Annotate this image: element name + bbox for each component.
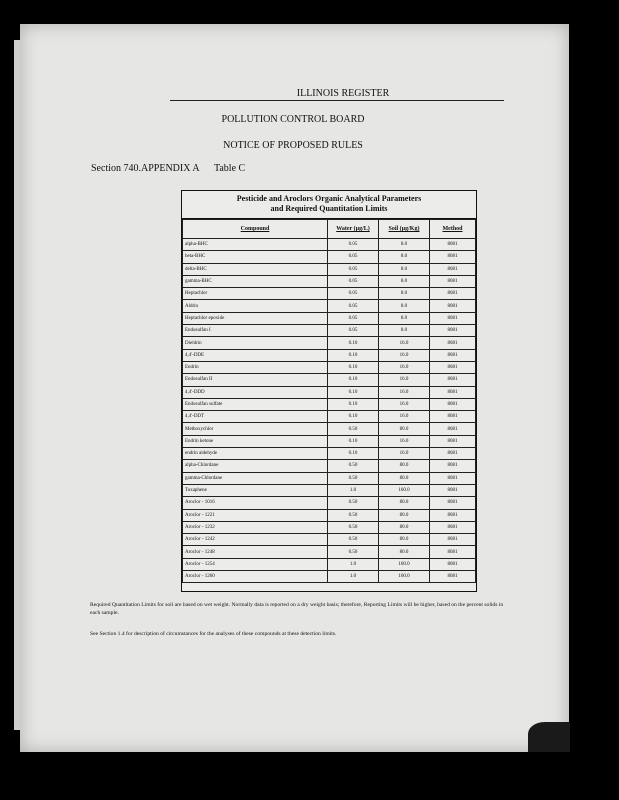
cell-method: 8081 <box>430 460 476 472</box>
cell-soil: 80.0 <box>379 546 430 558</box>
table-row <box>183 300 476 312</box>
cell-soil: 80.0 <box>379 534 430 546</box>
cell-compound: Aroclor - 1254 <box>183 558 328 570</box>
table-title-line2: and Required Quantitation Limits <box>270 204 388 213</box>
cell-soil: 8.0 <box>379 251 430 263</box>
table-row <box>183 534 476 546</box>
table-row <box>183 521 476 533</box>
table-header-row <box>183 220 476 239</box>
table-row <box>183 251 476 263</box>
cell-method: 8081 <box>430 521 476 533</box>
cell-method: 8081 <box>430 398 476 410</box>
cell-compound: Methoxychlor <box>183 423 328 435</box>
cell-compound: Endosulfan II <box>183 374 328 386</box>
cell-compound: Aroclor - 1221 <box>183 509 328 521</box>
cell-compound: Aroclor - 1260 <box>183 571 328 583</box>
table-row <box>183 484 476 496</box>
header-rule <box>170 100 504 101</box>
cell-soil: 8.0 <box>379 312 430 324</box>
cell-compound: Endrin <box>183 361 328 373</box>
cell-soil: 8.0 <box>379 239 430 251</box>
cell-soil: 8.0 <box>379 325 430 337</box>
cell-soil: 16.0 <box>379 448 430 460</box>
cell-method: 8081 <box>430 546 476 558</box>
table-body <box>183 239 476 583</box>
cell-water: 1.0 <box>328 558 379 570</box>
cell-method: 8081 <box>430 325 476 337</box>
cell-compound: Heptachlor <box>183 288 328 300</box>
cell-water: 0.50 <box>328 497 379 509</box>
cell-method: 8081 <box>430 534 476 546</box>
cell-soil: 160.0 <box>379 571 430 583</box>
cell-method: 8081 <box>430 312 476 324</box>
cell-soil: 16.0 <box>379 337 430 349</box>
cell-water: 0.50 <box>328 460 379 472</box>
cell-soil: 80.0 <box>379 497 430 509</box>
cell-method: 8081 <box>430 571 476 583</box>
cell-method: 8081 <box>430 386 476 398</box>
cell-compound: 4,4'-DDD <box>183 386 328 398</box>
cell-compound: Aroclor - 1248 <box>183 546 328 558</box>
cell-compound: Toxaphene <box>183 484 328 496</box>
table-row <box>183 337 476 349</box>
cell-method: 8081 <box>430 349 476 361</box>
cell-method: 8081 <box>430 435 476 447</box>
cell-water: 0.10 <box>328 448 379 460</box>
table-row <box>183 263 476 275</box>
cell-water: 0.50 <box>328 509 379 521</box>
cell-water: 0.10 <box>328 337 379 349</box>
section-number: Section 740.APPENDIX A <box>91 163 200 174</box>
cell-soil: 16.0 <box>379 398 430 410</box>
table-row <box>183 288 476 300</box>
cell-water: 0.50 <box>328 423 379 435</box>
cell-compound: alpha-Chlordane <box>183 460 328 472</box>
cell-water: 0.10 <box>328 349 379 361</box>
cell-compound: Aroclor - 1016 <box>183 497 328 509</box>
table-row <box>183 558 476 570</box>
cell-compound: delta-BHC <box>183 263 328 275</box>
cell-water: 0.05 <box>328 288 379 300</box>
cell-soil: 80.0 <box>379 423 430 435</box>
cell-soil: 160.0 <box>379 484 430 496</box>
cell-method: 8081 <box>430 275 476 287</box>
table-row <box>183 460 476 472</box>
note-quantitation: Required Quantitation Limits for soil are based on wet weight. Normally data is reported on a dry weight basis; therefore, Reporting Limits will be higher, based on the percent solids in each sample. <box>90 602 504 616</box>
column-header-water: Water (µg/L) <box>328 220 379 239</box>
cell-compound: gamma-BHC <box>183 275 328 287</box>
cell-compound: 4,4'-DDT <box>183 411 328 423</box>
cell-method: 8081 <box>430 448 476 460</box>
table-row <box>183 398 476 410</box>
cell-water: 0.05 <box>328 239 379 251</box>
register-title: ILLINOIS REGISTER <box>296 88 390 99</box>
table-title <box>182 191 476 219</box>
notice-title: NOTICE OF PROPOSED RULES <box>223 140 363 151</box>
cell-soil: 8.0 <box>379 300 430 312</box>
table-row <box>183 497 476 509</box>
cell-water: 0.05 <box>328 300 379 312</box>
cell-compound: Dieldrin <box>183 337 328 349</box>
cell-water: 0.10 <box>328 435 379 447</box>
table-row <box>183 239 476 251</box>
cell-method: 8081 <box>430 300 476 312</box>
cell-water: 0.05 <box>328 263 379 275</box>
cell-method: 8081 <box>430 288 476 300</box>
table-row <box>183 509 476 521</box>
cell-water: 0.50 <box>328 534 379 546</box>
table-row <box>183 411 476 423</box>
cell-method: 8081 <box>430 337 476 349</box>
column-header-method: Method <box>430 220 476 239</box>
cell-soil: 8.0 <box>379 275 430 287</box>
table-reference: Table C <box>213 163 246 174</box>
cell-method: 8081 <box>430 484 476 496</box>
column-header-compound: Compound <box>183 220 328 239</box>
cell-soil: 16.0 <box>379 349 430 361</box>
cell-soil: 16.0 <box>379 374 430 386</box>
column-header-soil: Soil (µg/Kg) <box>379 220 430 239</box>
cell-water: 0.05 <box>328 312 379 324</box>
cell-soil: 80.0 <box>379 509 430 521</box>
cell-water: 0.05 <box>328 251 379 263</box>
cell-water: 0.50 <box>328 521 379 533</box>
cell-compound: Endosulfan sulfate <box>183 398 328 410</box>
cell-water: 1.0 <box>328 571 379 583</box>
cell-method: 8081 <box>430 509 476 521</box>
cell-method: 8081 <box>430 251 476 263</box>
cell-compound: endrin aldehyde <box>183 448 328 460</box>
cell-compound: Aldrin <box>183 300 328 312</box>
cell-method: 8081 <box>430 558 476 570</box>
cell-method: 8081 <box>430 411 476 423</box>
table-row <box>183 435 476 447</box>
note-section-reference: See Section 1.4 for description of circumstances for the analyses of these compounds at these detection limits. <box>90 631 337 637</box>
table-row <box>183 472 476 484</box>
cell-soil: 8.0 <box>379 263 430 275</box>
cell-soil: 16.0 <box>379 386 430 398</box>
cell-soil: 16.0 <box>379 411 430 423</box>
cell-compound: Endrin ketone <box>183 435 328 447</box>
cell-water: 1.0 <box>328 484 379 496</box>
table-row <box>183 275 476 287</box>
board-title: POLLUTION CONTROL BOARD <box>221 114 365 125</box>
cell-compound: alpha-BHC <box>183 239 328 251</box>
cell-water: 0.10 <box>328 386 379 398</box>
table-row <box>183 361 476 373</box>
cell-compound: Aroclor - 1242 <box>183 534 328 546</box>
table-row <box>183 386 476 398</box>
cell-water: 0.05 <box>328 325 379 337</box>
cell-soil: 80.0 <box>379 521 430 533</box>
cell-compound: beta-BHC <box>183 251 328 263</box>
table-row <box>183 349 476 361</box>
cell-water: 0.10 <box>328 398 379 410</box>
cell-water: 0.10 <box>328 411 379 423</box>
section-label <box>91 163 257 174</box>
cell-compound: Endosulfan I <box>183 325 328 337</box>
cell-water: 0.10 <box>328 361 379 373</box>
table-row <box>183 448 476 460</box>
table-row <box>183 312 476 324</box>
table-row <box>183 374 476 386</box>
table-row <box>183 423 476 435</box>
cell-method: 8081 <box>430 263 476 275</box>
cell-water: 0.50 <box>328 472 379 484</box>
parameters-table-box <box>181 190 477 592</box>
cell-compound: Heptachlor epoxide <box>183 312 328 324</box>
page-corner-fold <box>528 722 570 752</box>
cell-method: 8081 <box>430 497 476 509</box>
table-title-line1: Pesticide and Aroclors Organic Analytical Parameters <box>236 194 422 203</box>
cell-soil: 16.0 <box>379 435 430 447</box>
table-row <box>183 571 476 583</box>
cell-water: 0.50 <box>328 546 379 558</box>
cell-soil: 8.0 <box>379 288 430 300</box>
cell-soil: 16.0 <box>379 361 430 373</box>
table-row <box>183 325 476 337</box>
cell-soil: 160.0 <box>379 558 430 570</box>
cell-soil: 80.0 <box>379 460 430 472</box>
cell-method: 8081 <box>430 472 476 484</box>
cell-soil: 80.0 <box>379 472 430 484</box>
cell-method: 8081 <box>430 361 476 373</box>
cell-method: 8081 <box>430 239 476 251</box>
cell-method: 8081 <box>430 423 476 435</box>
cell-method: 8081 <box>430 374 476 386</box>
cell-compound: Aroclor - 1232 <box>183 521 328 533</box>
cell-compound: gamma-Chlordane <box>183 472 328 484</box>
parameters-table <box>182 219 476 583</box>
table-row <box>183 546 476 558</box>
cell-water: 0.05 <box>328 275 379 287</box>
cell-compound: 4,4'-DDE <box>183 349 328 361</box>
cell-water: 0.10 <box>328 374 379 386</box>
